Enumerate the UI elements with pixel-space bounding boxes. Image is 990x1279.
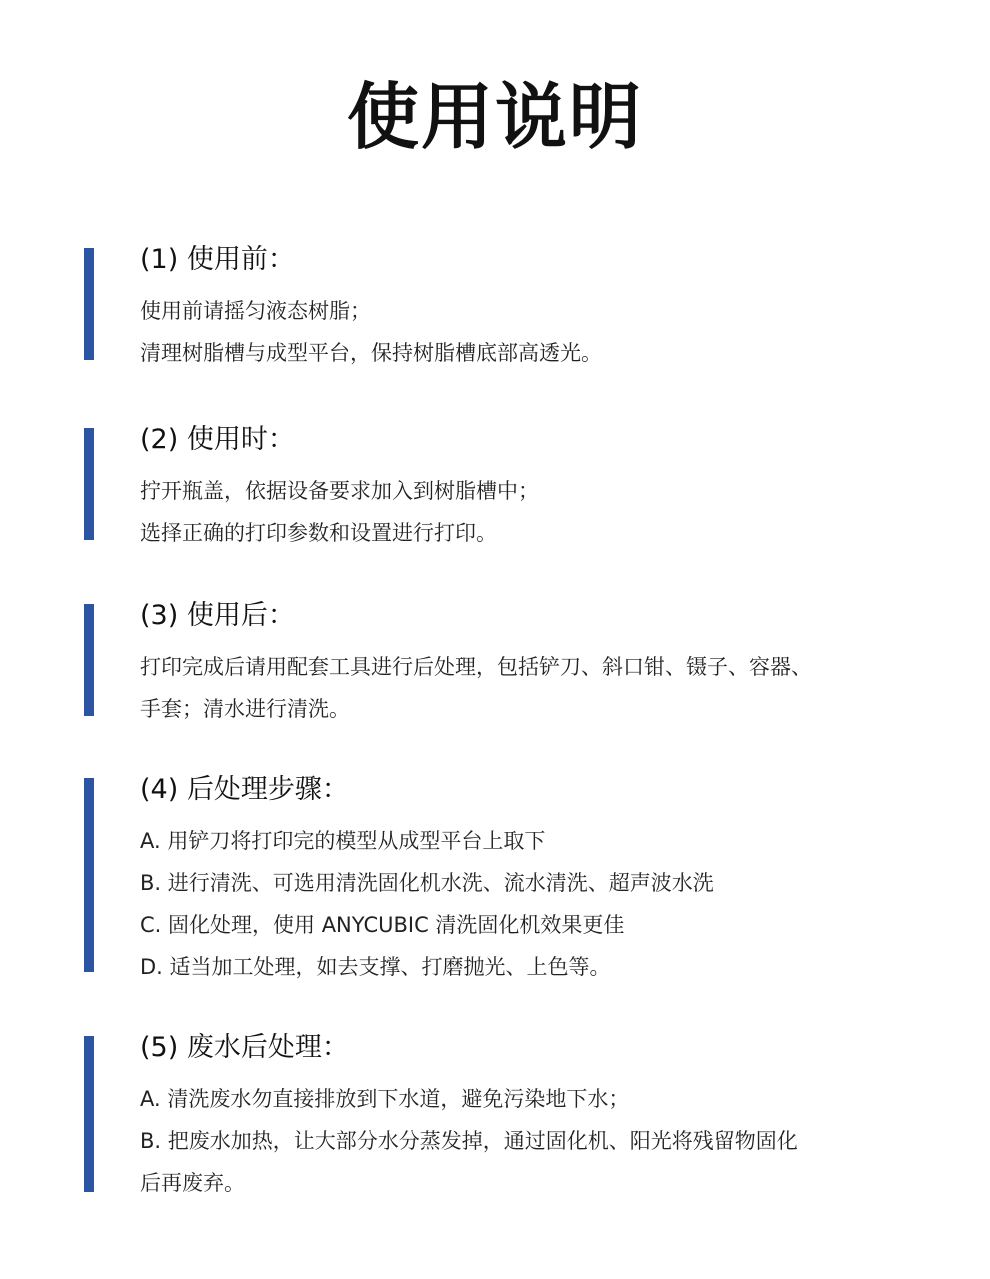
section-heading: (1) 使用前：	[140, 244, 295, 275]
section-accent-bar	[84, 428, 94, 540]
section-heading: (3) 使用后：	[140, 600, 295, 631]
section-during-use	[84, 424, 924, 545]
section-text-line: 拧开瓶盖，依据设备要求加入到树脂槽中；	[140, 479, 539, 503]
section-text-line: 清理树脂槽与成型平台，保持树脂槽底部高透光。	[140, 341, 602, 365]
section-text-line: 打印完成后请用配套工具进行后处理，包括铲刀、斜口钳、镊子、容器、	[140, 655, 812, 679]
section-wastewater-treatment	[84, 1032, 924, 1195]
section-text-line: 使用前请摇匀液态树脂；	[140, 299, 371, 323]
section-text-line: A. 用铲刀将打印完的模型从成型平台上取下	[140, 829, 546, 853]
section-heading: (5) 废水后处理：	[140, 1032, 349, 1063]
section-text-line: 手套；清水进行清洗。	[140, 697, 350, 721]
section-heading: (2) 使用时：	[140, 424, 295, 455]
section-after-use	[84, 600, 924, 721]
page-title: 使用说明	[346, 75, 643, 159]
section-before-use	[84, 244, 924, 365]
section-accent-bar	[84, 604, 94, 716]
section-text-line: C. 固化处理，使用 ANYCUBIC 清洗固化机效果更佳	[140, 913, 625, 937]
section-accent-bar	[84, 778, 94, 972]
section-post-processing-steps	[84, 774, 924, 979]
section-text-line: B. 把废水加热，让大部分水分蒸发掉，通过固化机、阳光将残留物固化	[140, 1129, 798, 1153]
section-text-line: D. 适当加工处理，如去支撑、打磨抛光、上色等。	[140, 955, 611, 979]
section-text-line: 选择正确的打印参数和设置进行打印。	[140, 521, 497, 545]
section-accent-bar	[84, 1036, 94, 1192]
section-text-line: A. 清洗废水勿直接排放到下水道，避免污染地下水；	[140, 1087, 630, 1111]
section-heading: (4) 后处理步骤：	[140, 774, 349, 805]
section-text-line: B. 进行清洗、可选用清洗固化机水洗、流水清洗、超声波水洗	[140, 871, 714, 895]
section-text-line: 后再废弃。	[140, 1171, 245, 1195]
section-accent-bar	[84, 248, 94, 360]
